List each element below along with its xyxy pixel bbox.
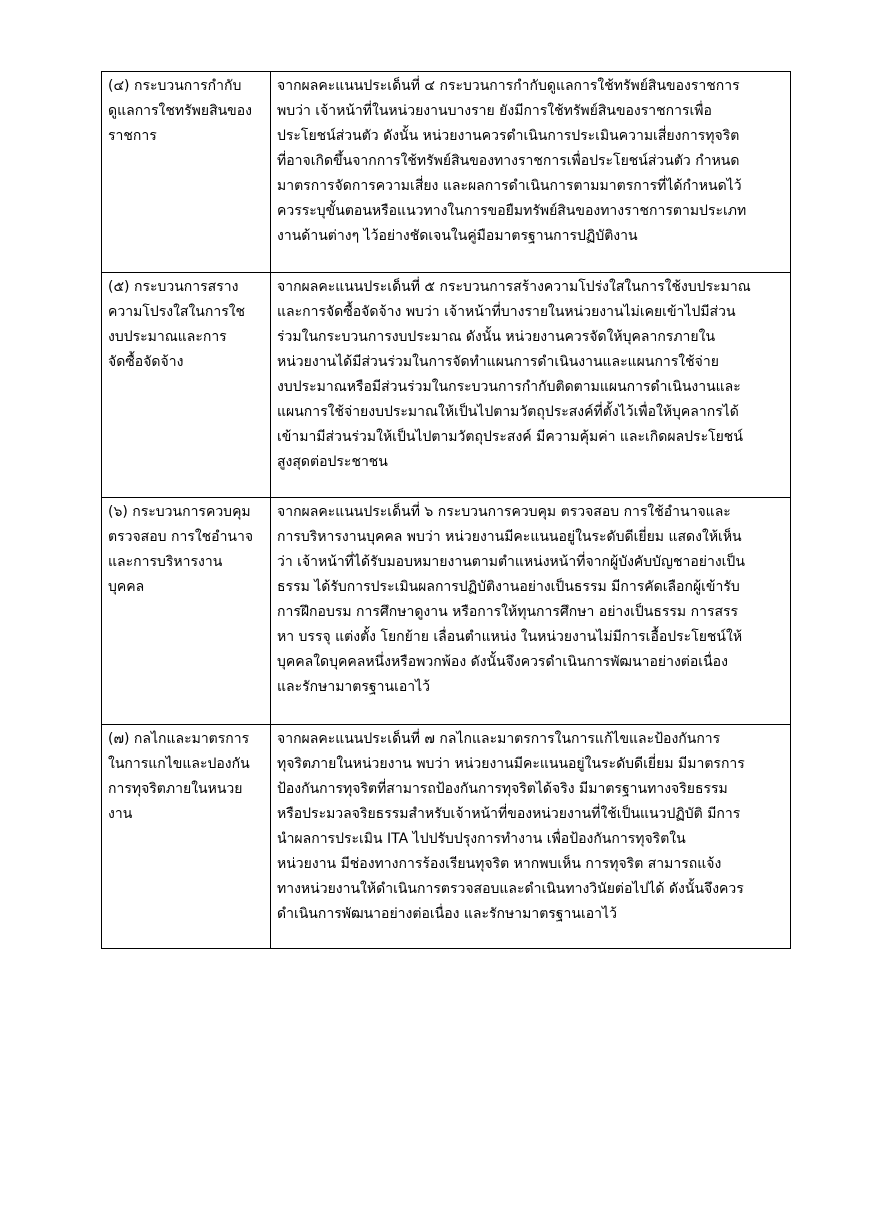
detail-cell [271,273,791,498]
detail-line: หา บรรจุ แต่งตั้ง โยกย้าย เลื่อนตำแหน่ง ในหน่วยงานไม่มีการเอื้อประโยชน์ให้ [277,629,743,645]
topic-line: ราชการ [108,128,157,144]
detail-line: และการจัดซื้อจัดจ้าง พบว่า เจ้าหน้าที่บางรายในหน่วยงานไม่เคยเข้าไปมีส่วน [277,304,736,320]
topic-line: งาน [108,806,133,822]
topic-line: และการบริหารงาน [108,554,223,570]
topic-cell [102,273,271,498]
topic-line: จัดซื้อจัดจ้าง [108,354,184,370]
detail-line: จากผลคะแนนประเด็นที่ ๗ กลไกและมาตรการในการแก้ไขและป้องกันการ [277,731,721,747]
detail-line: จากผลคะแนนประเด็นที่ ๔ กระบวนการกำกับดูแลการใช้ทรัพย์สินของราชการ [277,78,740,94]
detail-line: ทุจริตภายในหน่วยงาน พบว่า หน่วยงานมีคะแนนอยู่ในระดับดีเยี่ยม มีมาตรการ [277,756,745,772]
detail-line: ที่อาจเกิดขึ้นจากการใช้ทรัพย์สินของทางราชการเพื่อประโยชน์ส่วนตัว กำหนด [277,153,740,169]
detail-line: ป้องกันการทุจริตที่สามารถป้องกันการทุจริตได้จริง มีมาตรฐานทางจริยธรรม [277,781,728,797]
topic-line: (๖) กระบวนการควบคุม [108,504,251,520]
detail-cell [271,498,791,725]
topic-line: (๕) กระบวนการสราง [108,279,239,295]
detail-line: จากผลคะแนนประเด็นที่ ๖ กระบวนการควบคุม ตรวจสอบ การใช้อำนาจและ [277,504,731,520]
detail-line: การฝึกอบรม การศึกษาดูงาน หรือการให้ทุนการศึกษา อย่างเป็นธรรม การสรร [277,604,739,620]
detail-line: หน่วยงานได้มีส่วนร่วมในการจัดทำแผนการดำเนินงานและแผนการใช้จ่าย [277,354,719,370]
detail-line: ควรระบุขั้นตอนหรือแนวทางในการขอยืมทรัพย์สินของทางราชการตามประเภท [277,203,747,219]
topic-cell [102,725,271,949]
table-row-7 [102,725,791,949]
detail-line: บุคคลใดบุคคลหนึ่งหรือพวกพ้อง ดังนั้นจึงควรดำเนินการพัฒนาอย่างต่อเนื่อง [277,654,728,670]
topic-line: การทุจริตภายในหนวย [108,781,243,797]
table-row-5 [102,273,791,498]
detail-line: ประโยชน์ส่วนตัว ดังนั้น หน่วยงานควรดำเนินการประเมินความเสี่ยงการทุจริต [277,128,740,144]
topic-line: ตรวจสอบ การใชอำนาจ [108,529,254,545]
detail-cell [271,72,791,273]
detail-line: และรักษามาตรฐานเอาไว้ [277,679,431,695]
detail-line: งานด้านต่างๆ ไว้อย่างชัดเจนในคู่มือมาตรฐานการปฏิบัติงาน [277,228,638,244]
topic-cell [102,498,271,725]
detail-line: สูงสุดต่อประชาชน [277,454,388,470]
detail-line: มาตรการจัดการความเสี่ยง และผลการดำเนินการตามมาตรการที่ได้กำหนดไว้ [277,178,742,194]
topic-line: ความโปรงใสในการใช [108,304,246,320]
detail-line: เข้ามามีส่วนร่วมให้เป็นไปตามวัตถุประสงค์ มีความคุ้มค่า และเกิดผลประโยชน์ [277,429,743,445]
detail-line: ดำเนินการพัฒนาอย่างต่อเนื่อง และรักษามาตรฐานเอาไว้ [277,906,617,922]
table-row-6 [102,498,791,725]
detail-line: ร่วมในกระบวนการงบประมาณ ดังนั้น หน่วยงานควรจัดให้บุคลากรภายใน [277,329,716,345]
topic-line: ในการแกไขและปองกัน [108,756,250,772]
assessment-table [101,71,791,949]
topic-line: (๔) กระบวนการกำกับ [108,78,242,94]
detail-line: การบริหารงานบุคคล พบว่า หน่วยงานมีคะแนนอยู่ในระดับดีเยี่ยม แสดงให้เห็น [277,529,742,545]
detail-line: ธรรม ได้รับการประเมินผลการปฏิบัติงานอย่างเป็นธรรม มีการคัดเลือกผู้เข้ารับ [277,579,740,595]
detail-cell [271,725,791,949]
detail-line: ว่า เจ้าหน้าที่ได้รับมอบหมายงานตามตำแหน่งหน้าที่จากผู้บังคับบัญชาอย่างเป็น [277,554,745,570]
detail-line: งบประมาณหรือมีส่วนร่วมในกระบวนการกำกับติดตามแผนการดำเนินงานและ [277,379,741,395]
detail-line: แผนการใช้จ่ายงบประมาณให้เป็นไปตามวัตถุประสงค์ที่ตั้งไว้เพื่อให้บุคลากรได้ [277,404,739,420]
topic-line: ดูแลการใชทรัพยสินของ [108,103,252,119]
detail-line: ทางหน่วยงานให้ดำเนินการตรวจสอบและดำเนินทางวินัยต่อไปได้ ดังนั้นจึงควร [277,881,744,897]
topic-line: (๗) กลไกและมาตรการ [108,731,250,747]
detail-line: นำผลการประเมิน ITA ไปปรับปรุงการทำงาน เพื่อป้องกันการทุจริตใน [277,831,686,847]
topic-line: งบประมาณและการ [108,329,227,345]
detail-line: จากผลคะแนนประเด็นที่ ๕ กระบวนการสร้างความโปร่งใสในการใช้งบประมาณ [277,279,751,295]
detail-line: หรือประมวลจริยธรรมสำหรับเจ้าหน้าที่ของหน่วยงานที่ใช้เป็นแนวปฏิบัติ มีการ [277,806,741,822]
table-row-4 [102,72,791,273]
topic-cell [102,72,271,273]
topic-line: บุคคล [108,579,145,595]
detail-line: หน่วยงาน มีช่องทางการร้องเรียนทุจริต หากพบเห็น การทุจริต สามารถแจ้ง [277,856,722,872]
detail-line: พบว่า เจ้าหน้าที่ในหน่วยงานบางราย ยังมีการใช้ทรัพย์สินของราชการเพื่อ [277,103,712,119]
